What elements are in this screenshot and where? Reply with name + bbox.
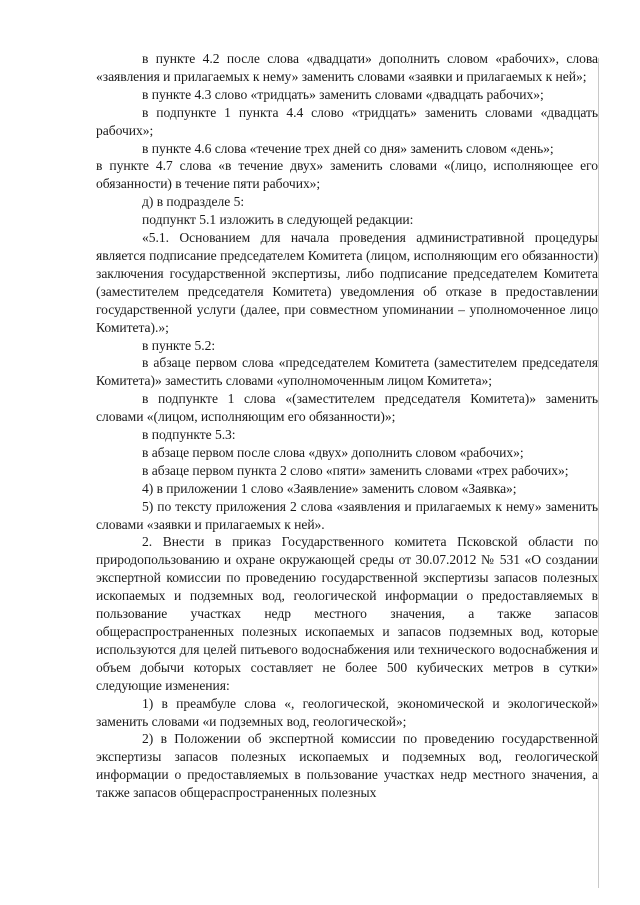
- paragraph-5: в пункте 4.7 слова «в течение двух» заменить словами «(лицо, исполняющее его обязанности) в течение пяти рабочих»;: [96, 158, 598, 192]
- paragraph-12: в подпункте 5.3:: [142, 427, 236, 443]
- document-body: [96, 50, 598, 802]
- paragraph-19: 2) в Положении об экспертной комиссии по проведению государственной экспертизы запасов полезных ископаемых и подземных вод, геологической информации о предоставляемых в пользование участках недр местного значения, а также запасов общераспространенных полезных: [96, 731, 598, 801]
- paragraph-11: в подпункте 1 слова «(заместителем председателя Комитета)» заменить словами «(лицом, исполняющим его обязанности)»;: [96, 391, 598, 425]
- paragraph-16: 5) по тексту приложения 2 слова «заявления и прилагаемых к нему» заменить словами «заявки и прилагаемых к ней».: [96, 498, 598, 532]
- paragraph-2: в пункте 4.3 слово «тридцать» заменить словами «двадцать рабочих»;: [142, 86, 544, 102]
- paragraph-6: д) в подразделе 5:: [142, 194, 245, 210]
- paragraph-3: в подпункте 1 пункта 4.4 слово «тридцать» заменить словами «двадцать рабочих»;: [96, 104, 598, 138]
- paragraph-13: в абзаце первом после слова «двух» дополнить словом «рабочих»;: [142, 444, 524, 460]
- paragraph-8: «5.1. Основанием для начала проведения административной процедуры является подписание председателем Комитета (лицом, исполняющим его обязанности) заключения государственной экспертизы, либо подписание председателем Комитета (заместителем председателя Комитета) уведомления об отказе в предоставлении государственной услуги (далее, при совместном упоминании – уполномоченное лицо Комитета).»;: [96, 230, 598, 335]
- scan-margin-line: [598, 58, 599, 888]
- paragraph-15: 4) в приложении 1 слово «Заявление» заменить словом «Заявка»;: [142, 480, 517, 496]
- paragraph-9: в пункте 5.2:: [142, 337, 216, 353]
- paragraph-4: в пункте 4.6 слова «течение трех дней со дня» заменить словом «день»;: [142, 140, 554, 156]
- paragraph-7: подпункт 5.1 изложить в следующей редакции:: [142, 212, 414, 228]
- paragraph-14: в абзаце первом пункта 2 слово «пяти» заменить словами «трех рабочих»;: [142, 462, 569, 478]
- paragraph-1: в пункте 4.2 после слова «двадцати» дополнить словом «рабочих», слова «заявления и прилагаемых к нему» заменить словами «заявки и прилагаемых к ней»;: [96, 51, 598, 84]
- paragraph-18: 1) в преамбуле слова «, геологической, экономической и экологической» заменить словами «и подземных вод, геологической»;: [96, 695, 598, 729]
- paragraph-17: 2. Внести в приказ Государственного комитета Псковской области по природопользованию и охране окружающей среды от 30.07.2012 № 531 «О создании экспертной комиссии по проведению государственной экспертизы запасов полезных ископаемых и подземных вод, геологической информации о предоставляемых в пользование участках недр местного значения, а также запасов общераспространенных полезных ископаемых и запасов подземных вод, которые используются для целей питьевого водоснабжения или технического водоснабжения и объем добычи которых составляет не более 500 кубических метров в сутки» следующие изменения:: [96, 534, 598, 693]
- paragraph-10: в абзаце первом слова «председателем Комитета (заместителем председателя Комитета)» заместить словами «уполномоченным лицом Комитета»;: [96, 355, 598, 389]
